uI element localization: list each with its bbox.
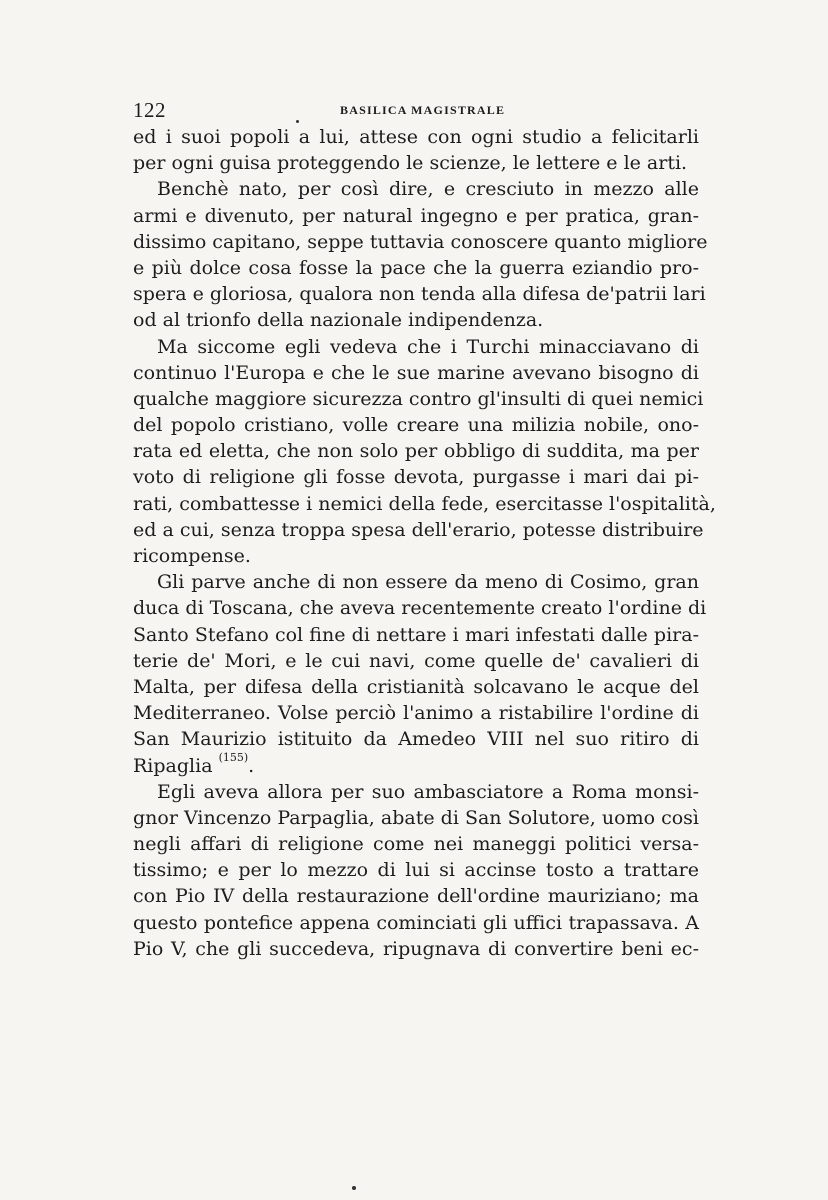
text-line: Pio V, che gli succedeva, ripugnava di convertire beni ec-: [133, 937, 699, 960]
text-line: del popolo cristiano, volle creare una milizia nobile, ono-: [133, 414, 699, 437]
text-line: negli affari di religione come nei maneggi politici versa-: [133, 833, 699, 856]
text-line: Gli parve anche di non essere da meno di Cosimo, gran: [157, 571, 699, 594]
text-line-fragment: Ripaglia: [133, 754, 213, 777]
text-line: gnor Vincenzo Parpaglia, abate di San Solutore, uomo così: [133, 806, 699, 829]
text-line: duca di Toscana, che aveva recentemente creato l'ordine di: [133, 597, 707, 620]
print-speck: [352, 1186, 356, 1190]
text-line: continuo l'Europa e che le sue marine avevano bisogno di: [133, 361, 699, 384]
text-line: tissimo; e per lo mezzo di lui si accinse tosto a trattare: [133, 859, 699, 882]
footnote-reference: (155): [218, 751, 249, 765]
text-line: Egli aveva allora per suo ambasciatore a Roma monsi-: [157, 780, 699, 803]
body-text: [133, 124, 716, 962]
text-line: od al trionfo della nazionale indipendenza.: [133, 309, 544, 332]
text-line: Mediterraneo. Volse perciò l'animo a ristabilire l'ordine di: [133, 702, 699, 725]
text-line: Ma siccome egli vedeva che i Turchi minacciavano di: [157, 335, 699, 358]
text-line: per ogni guisa proteggendo le scienze, le lettere e le arti.: [133, 152, 688, 175]
text-line: Benchè nato, per così dire, e cresciuto in mezzo alle: [157, 178, 699, 201]
text-line: rati, combattesse i nemici della fede, esercitasse l'ospitalità,: [133, 492, 716, 515]
running-head: [133, 98, 699, 122]
text-line: Santo Stefano col fine di nettare i mari infestati dalle pira-: [133, 623, 699, 646]
text-line: voto di religione gli fosse devota, purgasse i mari dai pi-: [133, 466, 699, 489]
text-line: terie de' Mori, e le cui navi, come quelle de' cavalieri di: [133, 649, 699, 672]
text-line: dissimo capitano, seppe tuttavia conoscere quanto migliore: [133, 230, 708, 253]
running-title: BASILICA MAGISTRALE: [340, 103, 506, 117]
text-line: con Pio IV della restaurazione dell'ordine mauriziano; ma: [133, 885, 699, 908]
text-line: ricompense.: [133, 545, 251, 567]
text-line: rata ed eletta, che non solo per obbligo di suddita, ma per: [133, 440, 699, 463]
footnote-reference-period: .: [248, 754, 255, 777]
print-speck: [296, 120, 299, 123]
text-line: e più dolce cosa fosse la pace che la guerra eziandio pro-: [133, 256, 699, 279]
text-line: armi e divenuto, per natural ingegno e per pratica, gran-: [133, 204, 699, 227]
text-line: spera e gloriosa, qualora non tenda alla difesa de'patrii lari: [133, 283, 706, 306]
text-line-with-footnote: [133, 753, 699, 779]
text-line: ed a cui, senza troppa spesa dell'erario, potesse distribuire: [133, 518, 704, 541]
text-line: San Maurizio istituito da Amedeo VIII nel suo ritiro di: [133, 728, 699, 751]
text-line: Malta, per difesa della cristianità solcavano le acque del: [133, 675, 699, 698]
text-line: questo pontefice appena cominciati gli uffici trapassava. A: [133, 911, 699, 934]
text-line: qualche maggiore sicurezza contro gl'insulti di quei nemici: [133, 387, 704, 410]
page-number: 122: [133, 98, 166, 122]
text-line: ed i suoi popoli a lui, attese con ogni studio a felicitarli: [133, 126, 699, 148]
